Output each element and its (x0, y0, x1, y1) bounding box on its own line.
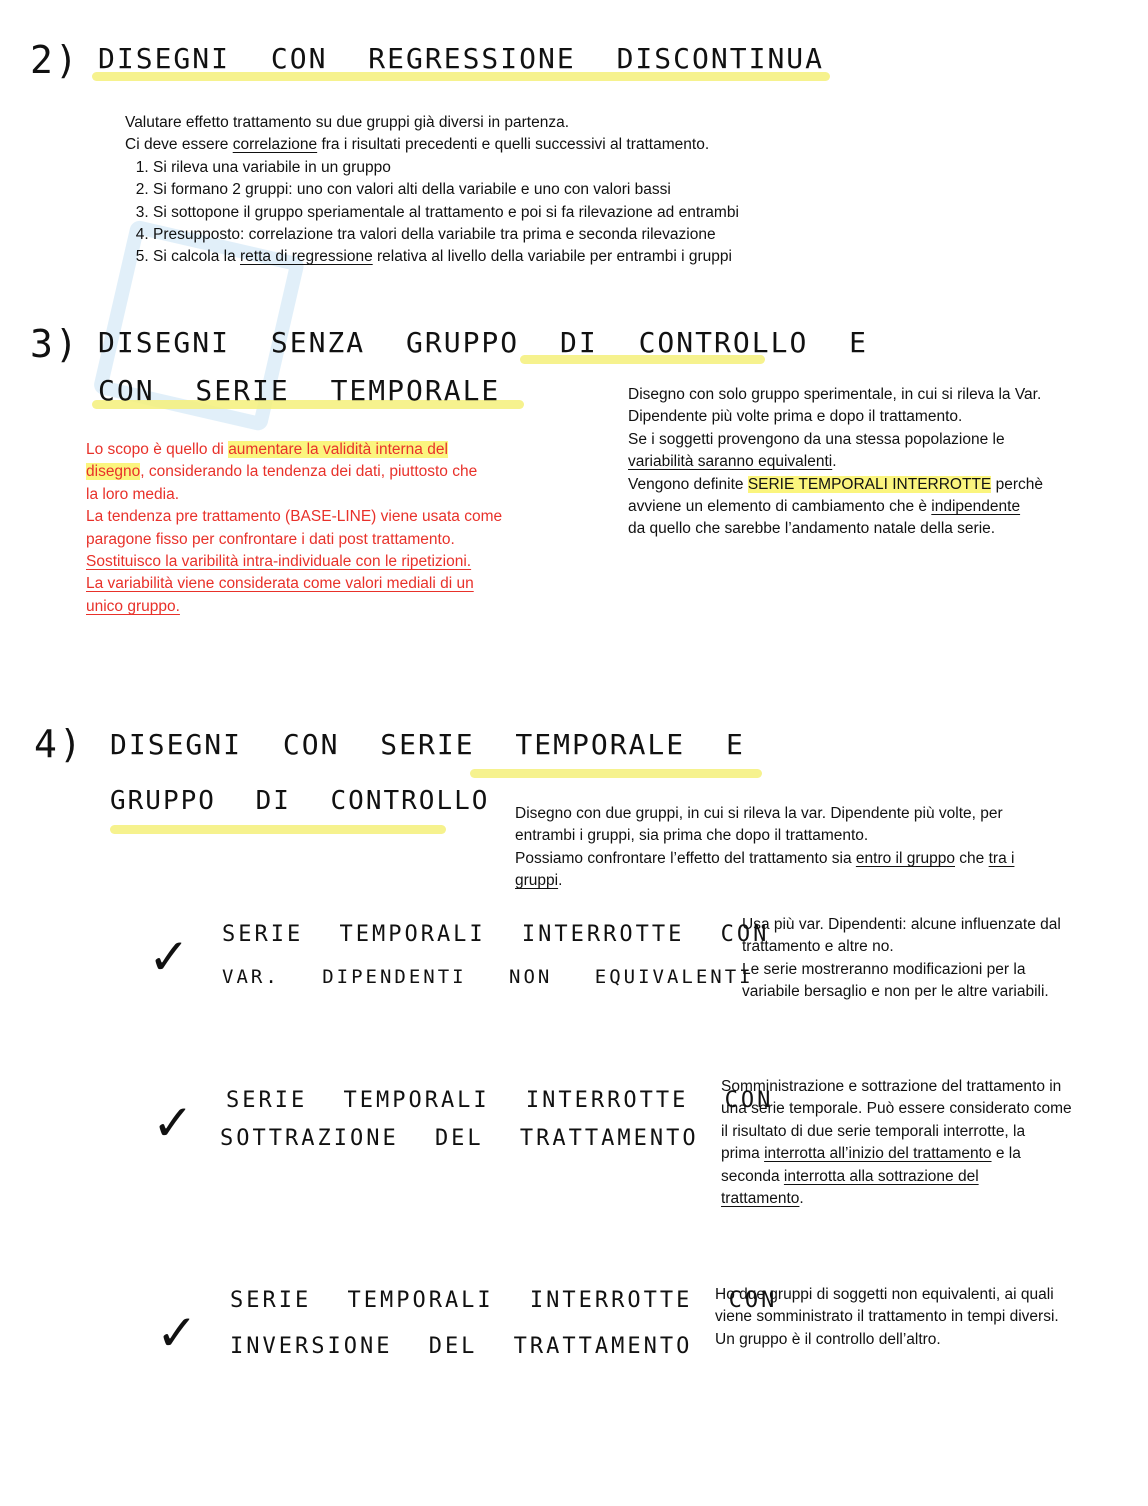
text-span: Lo scopo è quello di (86, 441, 229, 458)
section4-title-line2: GRUPPO DI CONTROLLO (110, 786, 490, 816)
section3-left-text (86, 439, 566, 618)
section4-number: 4) (34, 722, 84, 766)
s4-desc-line (515, 848, 1115, 870)
text-span: e la (991, 1145, 1021, 1163)
s3-left-line: Sostituisco la varibilità intra-individuale con le ripetizioni. (86, 553, 472, 571)
s3-left-line: paragone fisso per confrontare i dati post trattamento. (86, 530, 455, 548)
s4-desc-line: entrambi i gruppi, sia prima che dopo il trattamento. (515, 827, 869, 845)
section4-desc (515, 803, 1115, 893)
text-span: fra i risultati precedenti e quelli successivi al trattamento. (317, 136, 710, 154)
item-line: viene somministrato il trattamento in tempi diversi. (715, 1308, 1059, 1326)
highlighted-text: SERIE TEMPORALI INTERROTTE (747, 475, 992, 493)
highlighted-text: aumentare la validità interna del (228, 441, 448, 458)
check-icon: ✓ (148, 928, 190, 986)
text-span: Vengono definite (628, 475, 748, 493)
item-line (721, 1166, 1121, 1188)
item3-text (715, 1284, 1115, 1351)
s3-right-line (628, 451, 1108, 473)
underlined-text: interrotta alla sottrazione del (783, 1167, 979, 1185)
item1-text (742, 914, 1122, 1004)
text-span: prima (721, 1145, 765, 1163)
section4-title-highlight-2 (110, 825, 446, 834)
item1-hand-line2: VAR. DIPENDENTI NON EQUIVALENTI (222, 966, 754, 988)
item-line: Le serie mostreranno modificazioni per la (742, 960, 1026, 978)
item2-hand-line1: SERIE TEMPORALI INTERROTTE CON (226, 1088, 774, 1113)
item2-hand-line2: SOTTRAZIONE DEL TRATTAMENTO (220, 1126, 699, 1151)
s3-right-line: Dipendente più volte prima e dopo il trattamento. (628, 408, 963, 426)
section2-steps (125, 157, 845, 269)
s3-left-line: La variabilità viene considerata come valori mediali di un (86, 575, 474, 593)
underlined-text: indipendente (931, 498, 1021, 516)
item1-hand-line1: SERIE TEMPORALI INTERROTTE CON (222, 922, 770, 947)
item-line: variabile bersaglio e non per le altre variabili. (742, 983, 1049, 1001)
text-span: , considerando la tendenza dei dati, piuttosto che (140, 463, 478, 481)
underlined-text: variabilità saranno equivalenti (628, 453, 833, 471)
underlined-retta: retta di regressione (240, 248, 373, 266)
step-item (153, 246, 845, 268)
section2-body (125, 112, 845, 269)
item-line: una serie temporale. Può essere considerato come (721, 1100, 1072, 1118)
section2-intro2 (125, 134, 845, 156)
s3-right-line: Se i soggetti provengono da una stessa popolazione le (628, 430, 1005, 448)
s3-right-line: da quello che sarebbe l’andamento natale della serie. (628, 520, 996, 538)
text-span: perchè (991, 475, 1043, 493)
s3-right-line: Disegno con solo gruppo sperimentale, in cui si rileva la Var. (628, 386, 1042, 403)
underlined-text: gruppi (515, 872, 559, 890)
s3-left-line (86, 461, 566, 483)
s3-left-line (86, 439, 566, 461)
section2-title: DISEGNI CON REGRESSIONE DISCONTINUA (98, 42, 825, 75)
text-span: . (832, 453, 837, 471)
item-line: trattamento e altre no. (742, 938, 894, 956)
text-span: Ci deve essere (125, 136, 233, 154)
underlined-text: tra i (988, 849, 1015, 867)
section3-right-text (628, 384, 1108, 541)
check-icon: ✓ (156, 1304, 198, 1362)
step-item: 4. Presupposto: correlazione tra valori della variabile tra prima e seconda rilevazione (153, 224, 845, 246)
underlined-text: interrotta all’inizio del trattamento (764, 1145, 992, 1163)
section2-intro1: Valutare effetto trattamento su due gruppi già diversi in partenza. (125, 114, 570, 131)
section3-number: 3) (30, 322, 80, 366)
s3-left-line: la loro media. (86, 485, 180, 503)
text-span: relativa al livello della variabile per entrambi i gruppi (372, 248, 732, 266)
item3-hand-line2: INVERSIONE DEL TRATTAMENTO (230, 1334, 693, 1359)
s3-right-line (628, 474, 1108, 496)
step-item: 1. Si rileva una variabile in un gruppo (153, 157, 845, 179)
item-line: Un gruppo è il controllo dell’altro. (715, 1330, 941, 1348)
step-item: 2. Si formano 2 gruppi: uno con valori alti della variabile e uno con valori bassi (153, 179, 845, 201)
s3-left-line: La tendenza pre trattamento (BASE-LINE) viene usata come (86, 508, 503, 526)
text-span: . (558, 872, 563, 890)
item-line: Somministrazione e sottrazione del trattamento in (721, 1078, 1062, 1095)
item-line: Ho due gruppi di soggetti non equivalenti, ai quali (715, 1286, 1054, 1303)
underlined-text: trattamento (721, 1190, 800, 1208)
item-line (721, 1188, 1121, 1210)
item2-text (721, 1076, 1121, 1210)
check-icon: ✓ (152, 1094, 194, 1152)
s3-left-line: unico gruppo. (86, 597, 180, 615)
text-span: . (799, 1190, 804, 1208)
text-span: che (955, 849, 989, 867)
text-span: avviene un elemento di cambiamento che è (628, 498, 932, 516)
item-line (721, 1143, 1121, 1165)
item3-hand-line1: SERIE TEMPORALI INTERROTTE CON (230, 1288, 778, 1313)
text-span: seconda (721, 1167, 784, 1185)
section3-title-line1: DISEGNI SENZA GRUPPO DI CONTROLLO E (98, 326, 869, 359)
section3-title-line2: CON SERIE TEMPORALE (98, 374, 501, 407)
step-item: 3. Si sottopone il gruppo speriamentale al trattamento e poi si fa rilevazione ad entrambi (153, 202, 845, 224)
s4-desc-line: Disegno con due gruppi, in cui si rileva la var. Dipendente più volte, per (515, 805, 1003, 822)
section2-number: 2) (30, 38, 80, 82)
s4-desc-line (515, 870, 1115, 892)
highlighted-text: disegno (86, 463, 141, 481)
section4-title-highlight-1 (470, 769, 762, 778)
text-span: Possiamo confrontare l’effetto del trattamento sia (515, 849, 856, 867)
item-line: Usa più var. Dipendenti: alcune influenzate dal (742, 916, 1061, 933)
s3-right-line (628, 496, 1108, 518)
underlined-correlazione: correlazione (232, 136, 318, 154)
text-span: Si calcola la (153, 248, 241, 266)
underlined-text: entro il gruppo (855, 849, 955, 867)
item-line: il risultato di due serie temporali interrotte, la (721, 1122, 1026, 1140)
section4-title-line1: DISEGNI CON SERIE TEMPORALE E (110, 728, 745, 761)
